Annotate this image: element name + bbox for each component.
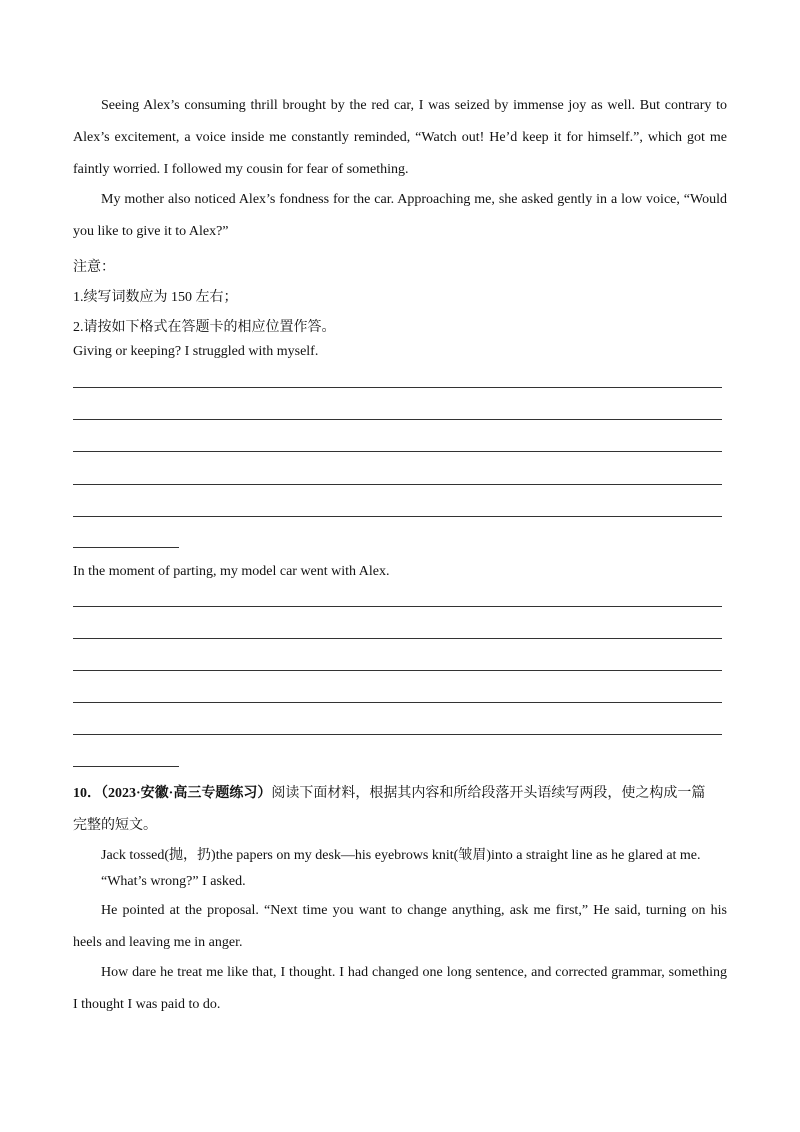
para1-line1: Seeing Alex’s consuming thrill brought by the red car, I was seized by immense joy as well. But contrary to	[101, 98, 727, 113]
answer-line[interactable]	[73, 606, 722, 607]
para2-line1: My mother also noticed Alex’s fondness for the car. Approaching me, she asked gently in a low voice, “Would	[101, 192, 727, 207]
notes-item-1: 1.续写词数应为 150 左右；	[73, 290, 238, 305]
answer-line-short[interactable]	[73, 547, 179, 548]
answer-line[interactable]	[73, 734, 722, 735]
story-para-4-line2: I thought I was paid to do.	[73, 997, 221, 1012]
question-source: （2023·安徽·高三专题练习）	[101, 786, 272, 801]
para2-line2: you like to give it to Alex?”	[73, 224, 229, 239]
question-instruction: 阅读下面材料，根据其内容和所给段落开头语续写两段，使之构成一篇	[271, 786, 706, 801]
question-number: 10．	[73, 786, 101, 801]
question-header	[73, 782, 705, 802]
answer-line-short[interactable]	[73, 766, 179, 767]
answer-line[interactable]	[73, 638, 722, 639]
story-para-4-line1: How dare he treat me like that, I thought. I had changed one long sentence, and corrected grammar, something	[101, 965, 727, 980]
para1-line3: faintly worried. I followed my cousin for fear of something.	[73, 162, 409, 177]
answer-line[interactable]	[73, 516, 722, 517]
story-para-3-line2: heels and leaving me in anger.	[73, 935, 243, 950]
notes-heading: 注意：	[73, 260, 115, 275]
notes-item-2: 2.请按如下格式在答题卡的相应位置作答。	[73, 320, 336, 335]
para1-line2: Alex’s excitement, a voice inside me constantly reminded, “Watch out! He’d keep it for himself.”, which got me	[73, 130, 727, 145]
answer-line[interactable]	[73, 419, 722, 420]
writing-prompt-2: In the moment of parting, my model car went with Alex.	[73, 564, 390, 579]
answer-line[interactable]	[73, 451, 722, 452]
answer-line[interactable]	[73, 484, 722, 485]
answer-line[interactable]	[73, 387, 722, 388]
question-instruction-cont: 完整的短文。	[73, 818, 157, 833]
answer-line[interactable]	[73, 702, 722, 703]
story-para-1: Jack tossed(抛，扔)the papers on my desk—his eyebrows knit(皱眉)into a straight line as he glared at me.	[101, 848, 701, 863]
story-para-3-line1: He pointed at the proposal. “Next time you want to change anything, ask me first,” He said, turning on his	[101, 903, 727, 918]
story-para-2: “What’s wrong?” I asked.	[101, 874, 246, 889]
answer-line[interactable]	[73, 670, 722, 671]
writing-prompt-1: Giving or keeping? I struggled with myself.	[73, 344, 319, 359]
